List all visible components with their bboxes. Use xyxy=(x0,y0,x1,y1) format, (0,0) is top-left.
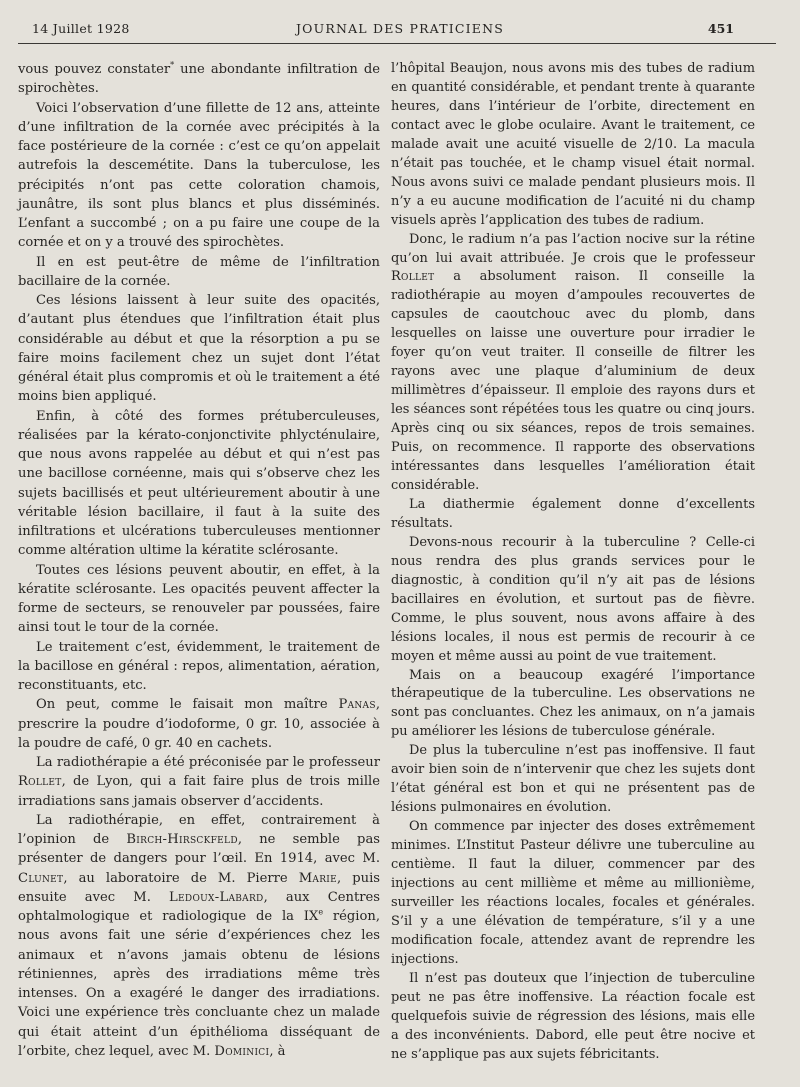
text-run: Toutes ces lésions peuvent aboutir, en effet, à la kératite sclérosante. Les opacités peuvent affecter la forme de secteurs, se renouveler par poussées, faire ainsi tout le tour de la cornée. xyxy=(18,562,380,636)
author-name: Birch-Hirsckfeld xyxy=(126,832,238,847)
paragraph xyxy=(18,407,380,561)
page-number: 451 xyxy=(707,21,734,36)
header-rule xyxy=(18,43,776,44)
paragraph xyxy=(391,742,755,818)
text-run: l’hôpital Beaujon, nous avons mis des tubes de radium en quantité considérable, et pendant trente à quarante heures, dans l’intérieur de l’orbite, directement en contact avec le globe oculaire. Avant le traitement, ce malade avait une acuité visuelle de 2/10. La macula n’était pas touchée, et le champ visuel était normal. Nous avons suivi ce malade pendant plusieurs mois. Il n’y a eu aucune modification de l’acuité ni du champ visuels après l’application des tubes de radium. xyxy=(391,61,755,228)
journal-title: JOURNAL DES PRATICIENS xyxy=(295,21,505,36)
paragraph xyxy=(18,638,380,696)
author-name: Dominici xyxy=(214,1043,270,1059)
paragraph xyxy=(18,753,380,811)
paragraph xyxy=(391,667,755,743)
text-run: Enfin, à côté des formes prétuberculeuses, réalisées par la kérato-conjonctivite phlycténulaire, que nous avons rappelée au début et qui n’est pas une bacillose cornéenne, mais qui s’observe chez les sujets bacillisés et peut ultérieurement aboutir à une véritable lésion bacillaire, il faut à la suite des infiltrations et ulcérations tuberculeuses mentionner comme altération ultime la kératite sclérosante. xyxy=(18,408,380,559)
text-run: , à xyxy=(269,1043,286,1059)
text-run: La radiothérapie a été préconisée par le professeur xyxy=(36,755,380,770)
paragraph xyxy=(18,291,380,407)
text-run: De plus la tuberculine n’est pas inoffensive. Il faut avoir bien soin de n’intervenir que chez les sujets dont l’état général est bon et qui ne présentent pas de lésions pulmonaires en évolution. xyxy=(391,743,755,816)
paragraph xyxy=(18,60,380,99)
text-run: Devons-nous recourir à la tuberculine ? Celle-ci nous rendra des plus grands services pour le diagnostic, à condition qu’il n’y ait pas de lésions bacillaires en évolution, et surtout pas de fièvre. Comme, le plus souvent, nous avons affaire à des lésions locales, il nous est permis de recourir à ce moyen et même aussi au point de vue traitement. xyxy=(391,534,755,664)
left-text-column xyxy=(18,60,380,1061)
paragraph xyxy=(391,60,755,231)
paragraph xyxy=(18,695,380,753)
running-header xyxy=(0,19,800,39)
paragraph xyxy=(391,231,755,496)
text-run: , prescrire la poudre d’iodoforme, 0 gr. 10, associée à la poudre de café, 0 gr. 40 en cachets. xyxy=(18,697,380,751)
paragraph xyxy=(391,534,755,667)
text-run: une abondante infiltration de spirochètes. xyxy=(18,62,380,97)
text-run: , de Lyon, qui a fait faire plus de trois mille irradiations sans jamais observer d’accidents. xyxy=(18,774,380,809)
author-name: Rollet xyxy=(391,269,435,285)
text-run: , au laboratoire de M. Pierre xyxy=(63,870,299,886)
paragraph xyxy=(391,818,755,970)
text-run: On peut, comme le faisait mon maître xyxy=(36,697,339,713)
text-run: région, nous avons fait une série d’expériences chez les animaux et n’avons jamais obtenu de lésions rétiniennes, après des irradiations même très intenses. On a exagéré le danger des irradiations. Voici une expérience très concluante chez un malade qui était atteint d’un épithélioma disséquant de l’orbite, chez lequel, avec M. xyxy=(18,909,380,1059)
text-run: Mais on a beaucoup exagéré l’importance thérapeutique de la tuberculine. Les observations ne sont pas concluantes. Chez les animaux, on n’a jamais pu améliorer les lésions de tuberculose générale. xyxy=(391,667,755,740)
text-run: Le traitement c’est, évidemment, le traitement de la bacillose en général : repos, alimentation, aération, reconstituants, etc. xyxy=(18,639,380,693)
text-run: Il n’est pas douteux que l’injection de tuberculine peut ne pas être inoffensive. La réaction focale est quelquefois suivie de régression des lésions, mais elle a des inconvénients. Dabord, elle peut être nocive et ne s’applique pas aux sujets fébricitants. xyxy=(391,970,755,1062)
text-run: vous pouvez constater xyxy=(18,62,171,77)
text-run: On commence par injecter des doses extrêmement minimes. L’Institut Pasteur délivre une tuberculine au centième. Il faut la diluer, commencer par des injections au cent millième et même au millionième, surveiller les réactions locales, focales et générales. S’il y a une élévation de température, s’il y a une modification focale, attendez avant de reprendre les injections. xyxy=(391,819,755,967)
author-name: Clunet xyxy=(18,870,64,886)
paragraph xyxy=(18,811,380,1061)
text-run: , puis ensuite avec M. xyxy=(18,870,380,905)
right-text-column xyxy=(391,60,755,1065)
author-name: Marie xyxy=(298,870,338,886)
text-run: Voici l’observation d’une fillette de 12 ans, atteinte d’une infiltration de la cornée avec précipités à la face postérieure de la cornée : c’est ce qu’on appelait autrefois la descemétite. Dans la tuberculose, les précipités n’ont pas cette coloration chamois, jaunâtre, ils sont plus blancs et plus disséminés. L’enfant a succombé ; on a pu faire une coupe de la cornée et on y a trouvé des spirochètes. xyxy=(18,100,380,251)
text-run: La diathermie également donne d’excellents résultats. xyxy=(391,496,755,531)
author-name: Rollet xyxy=(18,774,62,790)
paragraph xyxy=(18,99,380,253)
paragraph xyxy=(18,561,380,638)
issue-date: 14 Juillet 1928 xyxy=(32,21,130,36)
text-run: Il en est peut-être de même de l’infiltration bacillaire de la cornée. xyxy=(18,254,380,289)
text-run: a absolument raison. Il conseille la radiothérapie au moyen d’ampoules recouvertes de capsules de caoutchouc avec du plomb, dans lesquelles on laisse une ouverture pour irradier le foyer qu’on veut traiter. Il conseille de filtrer les rayons avec une plaque d’aluminium de deux millimètres d’épaisseur. Il emploie des rayons durs et les séances sont répétées tous les quatre ou cinq jours. Après cinq ou six séances, repos de trois semaines. Puis, on recommence. Il rapporte des observations intéressantes dans lesquelles l’amélioration était considérable. xyxy=(391,269,755,493)
paragraph xyxy=(391,496,755,534)
text-run: Ces lésions laissent à leur suite des opacités, d’autant plus étendues que l’infiltration était plus considérable au début et que la résorption a pu se faire moins facilement chez un sujet dont l’état général était plus compromis et où le traitement a été moins bien appliqué. xyxy=(18,293,380,405)
author-name: Panas xyxy=(338,697,376,713)
superscript: * xyxy=(170,60,175,70)
superscript: e xyxy=(318,907,324,917)
text-run: Donc, le radium n’a pas l’action nocive sur la rétine qu’on lui avait attribuée. Je crois que le professeur xyxy=(391,231,755,266)
paragraph xyxy=(391,970,755,1065)
author-name: Ledoux-Labard xyxy=(169,889,264,905)
text-run: La radiothérapie, en effet, contrairement à l’opinion de xyxy=(18,812,380,847)
paragraph xyxy=(18,253,380,292)
text-run: , aux Centres ophtalmologique et radiologique de la IX xyxy=(18,889,380,924)
text-run: , ne semble pas présenter de dangers pour l’œil. En 1914, avec M. xyxy=(18,832,380,867)
